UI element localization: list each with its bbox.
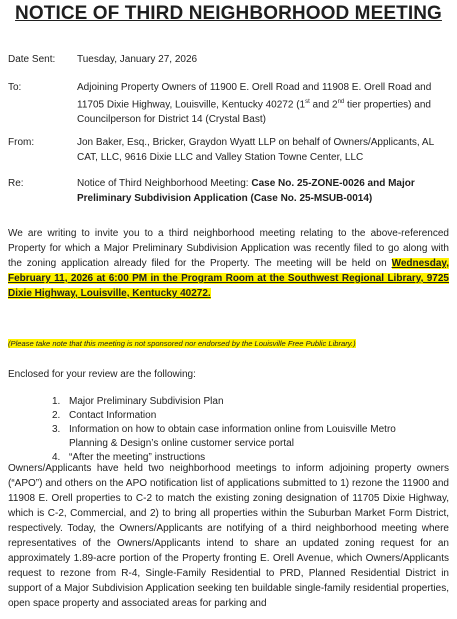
list-item <box>52 409 432 423</box>
to-label: To: <box>8 82 22 93</box>
closing-paragraph: Owners/Applicants have held two neighborhood meetings to inform adjoining property owners (“APO”) and others on the APO notification list of applications submitted to 1) rezone the 11900 and 11908 E. Orell properties to C-2 to match the existing zoning designation of 11705 Dixie Highway, which is C-2, Commercial, and 2) to bring all properties within the Suburban Market Form District, respectively. Today, the Owners/Applicants are notifying of a third neighborhood meeting where representatives of the Owners/Applicants intend to share an updated zoning request for an approximately 1.89-acre portion of the Property fronting E. Orell Avenue, which Owners/Applicants request to rezone from R-4, Single-Family Residential to PRD, Planned Residential District in support of a Major Subdivision Application seeking ten buildable single-family residential properties, open space property and associated areas for parking and <box>8 463 449 609</box>
re-value <box>77 176 453 206</box>
intro-text: We are writing to invite you to a third neighborhood meeting relating to the above-referenced Property for which a Major Preliminary Subdivision Application was recently filed to go along with the zoning application already filed for the Property. The meeting will be held on <box>8 228 449 269</box>
enclosed-intro: Enclosed for your review are the following: <box>8 369 196 380</box>
date-value: Tuesday, January 27, 2026 <box>77 54 198 65</box>
notice-title: NOTICE OF THIRD NEIGHBORHOOD MEETING <box>15 3 442 24</box>
list-text: “After the meeting” instructions <box>69 452 206 463</box>
library-disclaimer: (Please take note that this meeting is not sponsored nor endorsed by the Louisville Free Public Library.) <box>8 339 356 348</box>
re-text: Notice of Third Neighborhood Meeting: <box>77 178 252 189</box>
to-sup-first: st <box>305 99 310 105</box>
re-label: Re: <box>8 178 24 189</box>
list-item <box>52 423 432 451</box>
list-number: 2. <box>52 410 61 421</box>
to-text-b: and 2 <box>309 99 338 111</box>
intro-paragraph <box>8 226 449 301</box>
list-number: 4. <box>52 452 61 463</box>
to-text-a: Adjoining Property Owners of 11900 E. Orell Road and 11908 E. Orell Road and 11705 Dixie Highway, Louisville, Kentucky 40272 (1 <box>77 82 432 111</box>
list-text: Information on how to obtain case information online from Louisville Metro Planning & Design’s online customer service portal <box>69 424 396 449</box>
to-sup-second: nd <box>337 99 345 105</box>
meeting-details-highlight: Wednesday, February 11, 2026 at 6:00 PM in the Program Room at the Southwest Regional Library, 9725 Dixie Highway, Louisville, Kentucky 40272. <box>8 258 449 299</box>
list-text: Contact Information <box>69 410 157 421</box>
from-value: Jon Baker, Esq., Bricker, Graydon Wyatt LLP on behalf of Owners/Applicants, AL CAT, LLC, 9616 Dixie LLC and Valley Station Towne Center, LLC <box>77 137 434 163</box>
re-case-numbers: Case No. 25-ZONE-0026 and Major Preliminary Subdivision Application (Case No. 25-MSUB-0014) <box>77 178 415 204</box>
enclosures-list <box>52 395 432 465</box>
list-number: 3. <box>52 424 61 435</box>
to-value <box>77 80 453 127</box>
list-item <box>52 395 432 409</box>
date-label: Date Sent: <box>8 54 56 65</box>
to-text-c: tier properties) and Councilperson for District 14 (Crystal Bast) <box>77 99 431 126</box>
list-text: Major Preliminary Subdivision Plan <box>69 396 224 407</box>
list-number: 1. <box>52 396 61 407</box>
from-label: From: <box>8 137 35 148</box>
